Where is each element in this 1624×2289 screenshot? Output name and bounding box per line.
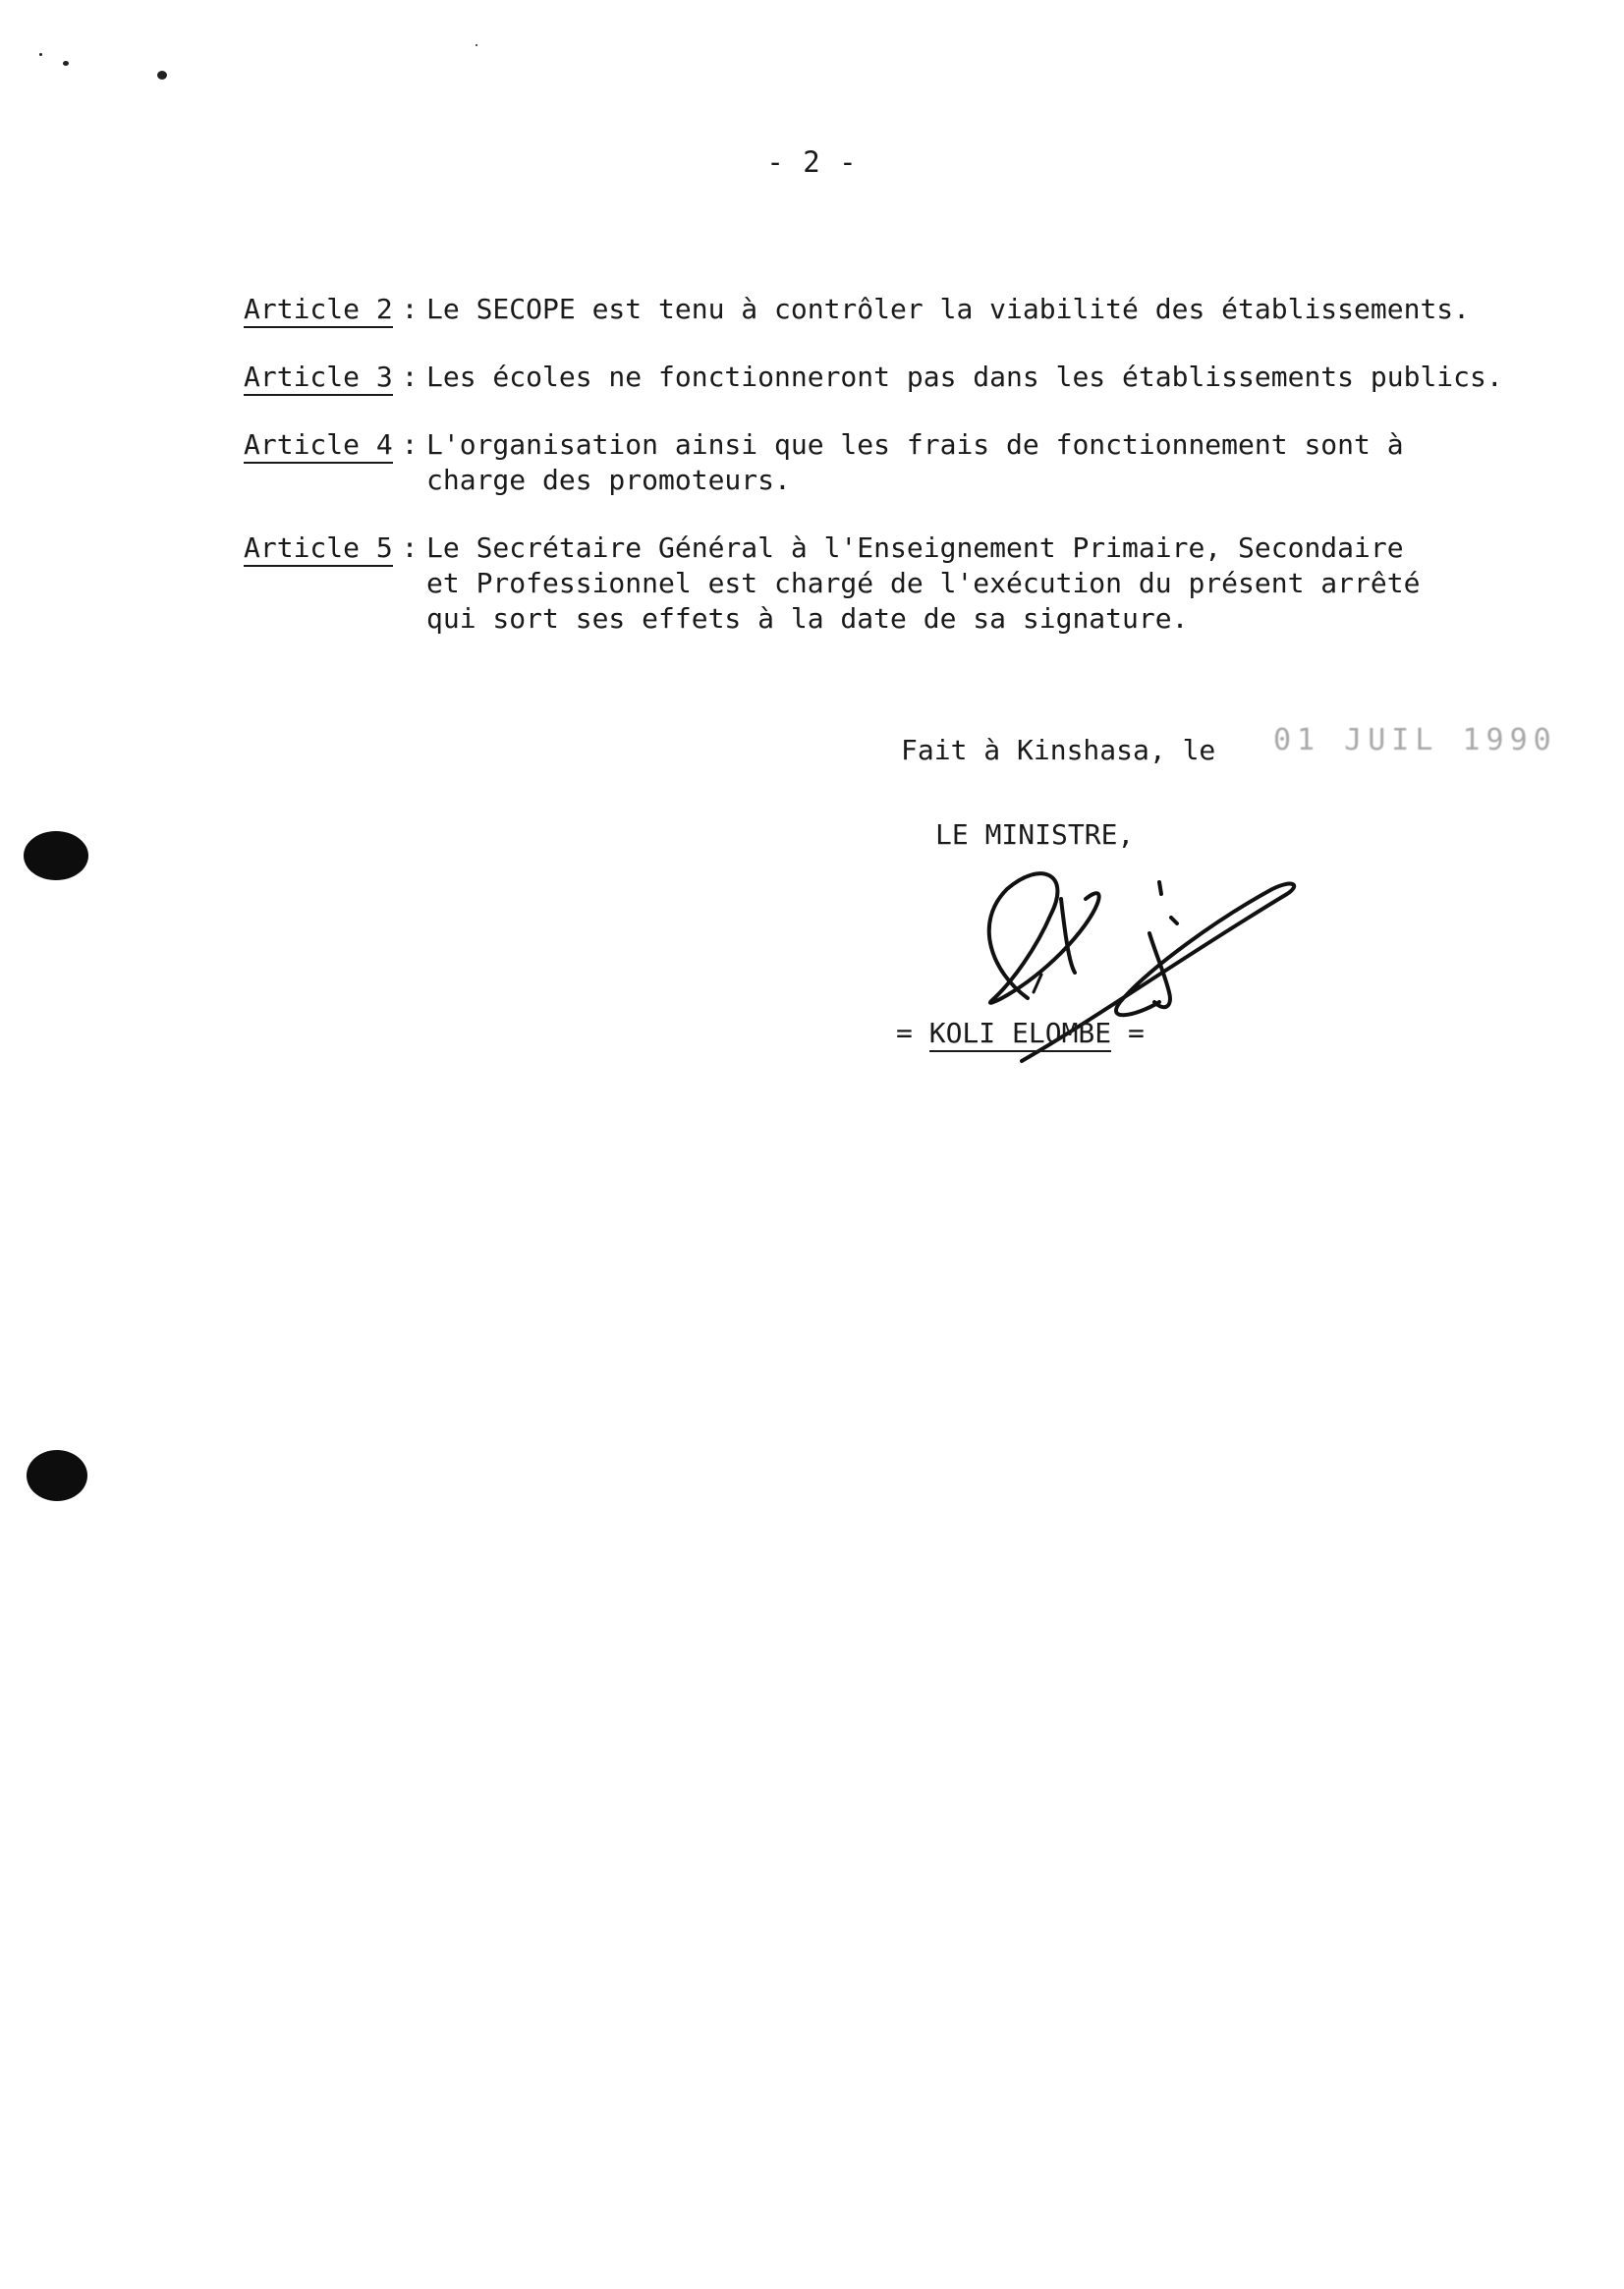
- signature-stroke: [1159, 882, 1161, 894]
- article-label: Article 2: [244, 293, 393, 328]
- article-2: [244, 292, 1540, 327]
- article-label: Article 4: [244, 428, 393, 464]
- articles-list: [244, 292, 1540, 669]
- article-text: Les écoles ne fonctionneront pas dans les établissements publics.: [426, 361, 1503, 393]
- name-suffix: =: [1128, 1017, 1145, 1049]
- signatory-line: [896, 1016, 1145, 1051]
- scan-speck: [476, 44, 477, 46]
- article-text: Le SECOPE est tenu à contrôler la viabilité des établissements.: [426, 293, 1471, 325]
- scan-speck: [39, 53, 42, 56]
- signature-stroke: [1171, 918, 1177, 923]
- article-text: Le Secrétaire Général à l'Enseignement Primaire, Secondaire et Professionnel est chargé de l'exécution du présent arrêté qui sort ses effets à la date de sa signature.: [426, 531, 1421, 635]
- article-label: Article 5: [244, 531, 393, 567]
- article-separator: :: [401, 293, 419, 325]
- article-5: [244, 530, 1540, 637]
- article-separator: :: [401, 361, 419, 393]
- article-4: [244, 427, 1540, 498]
- scan-speck: [63, 61, 69, 66]
- article-label: Article 3: [244, 361, 393, 396]
- signature-stroke: [989, 873, 1099, 1003]
- article-3: [244, 360, 1540, 395]
- date-stamp: 01 JUIL 1990: [1273, 723, 1557, 757]
- punch-hole: [24, 831, 88, 880]
- page-number: - 2 -: [766, 145, 858, 179]
- place-date: Fait à Kinshasa, le: [901, 734, 1216, 766]
- scan-speck: [157, 71, 167, 80]
- article-separator: :: [401, 428, 419, 461]
- punch-hole: [27, 1450, 87, 1501]
- minister-title: LE MINISTRE,: [935, 818, 1135, 851]
- signature-stroke: [1061, 899, 1075, 973]
- article-separator: :: [401, 531, 419, 564]
- name-prefix: =: [896, 1017, 913, 1049]
- article-text: L'organisation ainsi que les frais de fonctionnement sont à charge des promoteurs.: [426, 428, 1404, 496]
- minister-name: KOLI ELOMBE: [929, 1017, 1111, 1052]
